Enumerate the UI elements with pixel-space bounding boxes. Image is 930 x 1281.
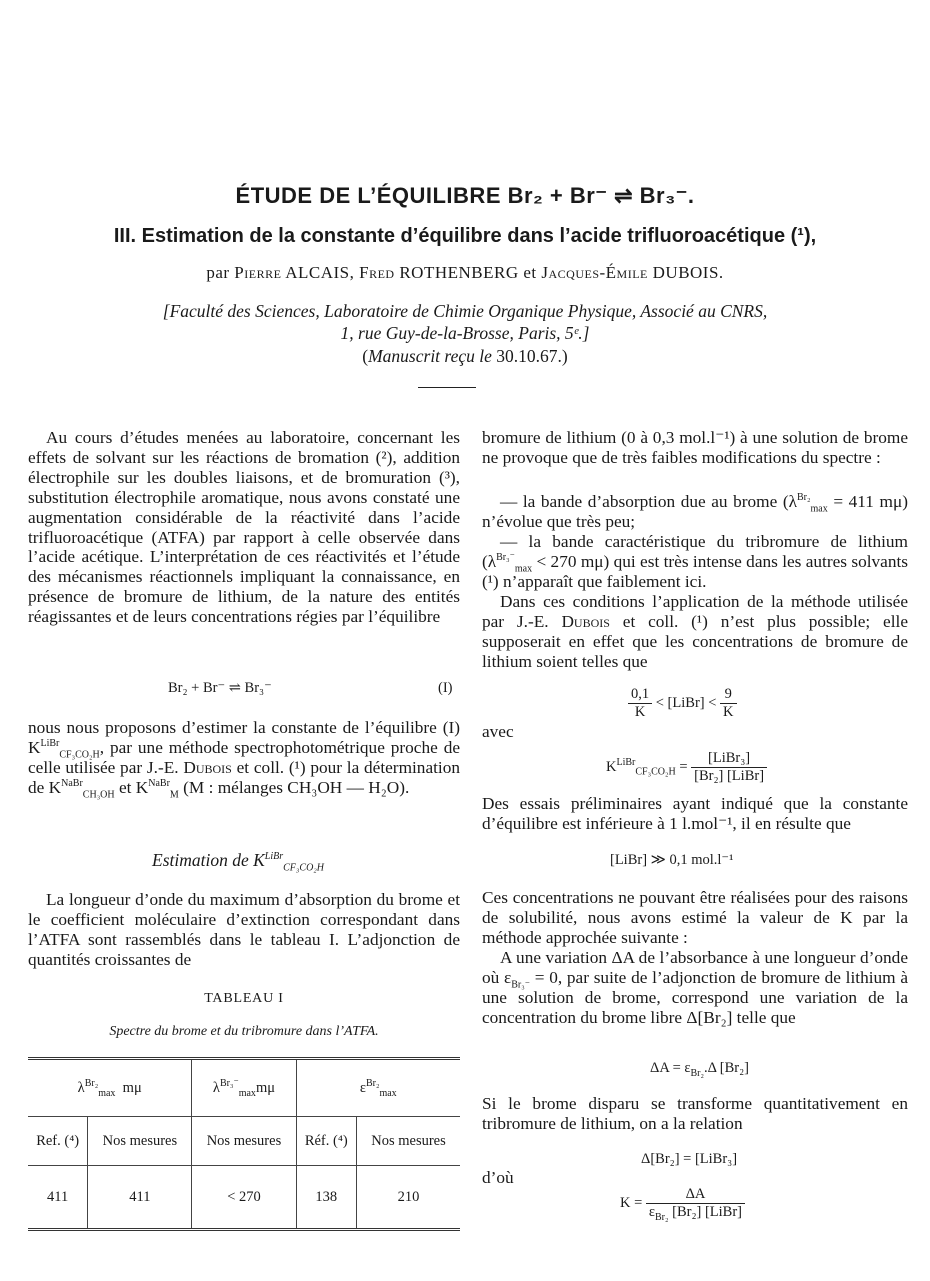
- right-paragraph-4: Ces concentrations ne pouvant être réalisées pour des raisons de solubilité, nous avons estimé la valeur de K par la méthode approchée suivante :: [482, 888, 908, 947]
- subheader-nos-mesures-1: Nos mesures: [88, 1117, 192, 1166]
- right-paragraph-2: Dans ces conditions l’application de la méthode utilisée par J.-E. Dubois et coll. (¹) n’est plus possible; elle supposerait en effet que les concentrations de bromure de lithium soient telles que: [482, 592, 908, 671]
- subheader-nos-mesures-3: Nos mesures: [357, 1117, 460, 1166]
- right-paragraph-1: bromure de lithium (0 à 0,3 mol.l⁻¹) à une solution de brome ne provoque que de très faibles modifications du spectre :: [482, 428, 908, 467]
- equation-delta-a: $\Delta A = \varepsilon_{Br_2}.\Delta$ [Br₂]: [650, 1060, 750, 1079]
- header-divider: [418, 387, 476, 388]
- right-bullet-1: — la bande d’absorption due au brome ($\lambda^{Br_2}_{max} = 411$ mμ) n’évolue que très peu;: [482, 492, 908, 531]
- left-paragraph-3: La longueur d’onde du maximum d’absorption du brome et le coefficient moléculaire d’extinction correspondant dans l’ATFA sont rassemblés dans le tableau I. L’adjonction de quantités croissantes de: [28, 890, 460, 969]
- header-lambda-br2: $\lambda^{Br_2}_{max}$ mμ: [28, 1059, 192, 1117]
- affiliation: [Faculté des Sciences, Laboratoire de Chimie Organique Physique, Associé au CNRS, 1, rue Guy-de-la-Brosse, Paris, 5ᵉ.]: [162, 301, 768, 343]
- subheader-ref-1: Ref. (⁴): [28, 1117, 88, 1166]
- subheader-nos-mesures-2: Nos mesures: [192, 1117, 296, 1166]
- table-title: TABLEAU I: [204, 991, 284, 1006]
- avec-label: avec: [482, 722, 514, 741]
- title-line-2: III. Estimation de la constante d’équilibre dans l’acide trifluoroacétique (¹),: [113, 225, 817, 247]
- equation-I-number: (I): [438, 680, 453, 696]
- table-cell: 210: [357, 1166, 460, 1230]
- right-paragraph-6: Si le brome disparu se transforme quantitativement en tribromure de lithium, on a la relation: [482, 1094, 908, 1133]
- header-epsilon-br2: $\varepsilon^{Br_2}_{max}$: [296, 1059, 460, 1117]
- title-line-1: ÉTUDE DE L’ÉQUILIBRE Br₂ + Br⁻ ⇌ Br₃⁻.: [235, 183, 695, 208]
- equation-I: Br₂ + Br⁻ ⇌ Br₃⁻: [168, 680, 272, 696]
- equation-delta-br2: Δ[Br₂] = [LiBr₃]: [641, 1151, 738, 1167]
- inequality: $\frac{0,1}{K}$ < [LiBr] < $\frac{9}{K}$: [628, 686, 737, 721]
- spectrum-table: [28, 1057, 460, 1231]
- table-cell: 411: [47, 1188, 69, 1205]
- table-cell: 411: [88, 1166, 192, 1230]
- table-cell: 138: [296, 1166, 357, 1230]
- authors: par Pierre ALCAIS, Fred ROTHENBERG et Jacques-Émile DUBOIS.: [206, 263, 724, 282]
- right-paragraph-5: A une variation ΔA de l’absorbance à une longueur d’onde où $\varepsilon_{Br_3^-} = 0$, par suite de l’adjonction de bromure de lithium à une solution de brome, correspond une variation de la concentration du brome libre Δ[Br₂] telle que: [482, 948, 908, 1027]
- section-title: Estimation de $K^{LiBr}_{CF_3CO_2H}$: [152, 850, 324, 874]
- right-paragraph-3: Des essais préliminaires ayant indiqué que la constante d’équilibre est inférieure à 1 l.mol⁻¹, il en résulte que: [482, 794, 908, 833]
- header-lambda-br3: $\lambda^{Br_3^-}_{max}m\mu$: [192, 1059, 296, 1117]
- table-caption: Spectre du brome et du tribromure dans l’ATFA.: [109, 1024, 379, 1039]
- table-row: [28, 1166, 460, 1230]
- table-cell: < 270: [192, 1166, 296, 1230]
- subheader-ref-2: Réf. (⁴): [296, 1117, 357, 1166]
- left-paragraph-1: Au cours d’études menées au laboratoire, concernant les effets de solvant sur les réactions de bromation (²), addition électrophile sur les doubles liaisons, et de bromuration (³), substitution électrophile aromatique, nous avons constaté une augmentation considérable de la réactivité dans l’acide trifluoroacétique (ATFA) par rapport à celle observée dans l’acide acétique. L’interprétation de ces réactivités et l’étude des mécanismes réactionnels impliquant la connaissance, en présence de bromure de lithium, de la nature des entités réagissantes et de leurs concentrations régies par l’équilibre: [28, 428, 460, 627]
- k-definition: $K^{LiBr}_{CF_3CO_2H}$ = $\frac{\text{[LiBr₃]}}{\text{[Br₂] [LiBr]}}$: [606, 750, 767, 785]
- equation-libr: [LiBr] ≫ 0,1 mol.l⁻¹: [610, 852, 734, 868]
- right-bullet-2: — la bande caractéristique du tribromure de lithium ($\lambda^{Br_3^-}_{max} < 270$ mμ) qui est très intense dans les autres solvants (¹) n’apparaît que faiblement ici.: [482, 532, 908, 591]
- dou-label: d’où: [482, 1168, 514, 1187]
- received-date: (Manuscrit reçu le 30.10.67.): [362, 346, 568, 366]
- k-approx: K = $\frac{\Delta A}{\varepsilon_{Br_2} [Br_2] [LiBr]}$: [620, 1186, 745, 1221]
- left-paragraph-2: nous nous proposons d’estimer la constante de l’équilibre (I) $K^{LiBr}_{CF_3CO_2H}$, par une méthode spectrophotométrique proche de celle utilisée par J.-E. Dubois et coll. (¹) pour la détermination de $K^{NaBr}_{CH_3OH}$ et $K^{NaBr}_M$ (M : mélanges CH₃OH — H₂O).: [28, 718, 461, 801]
